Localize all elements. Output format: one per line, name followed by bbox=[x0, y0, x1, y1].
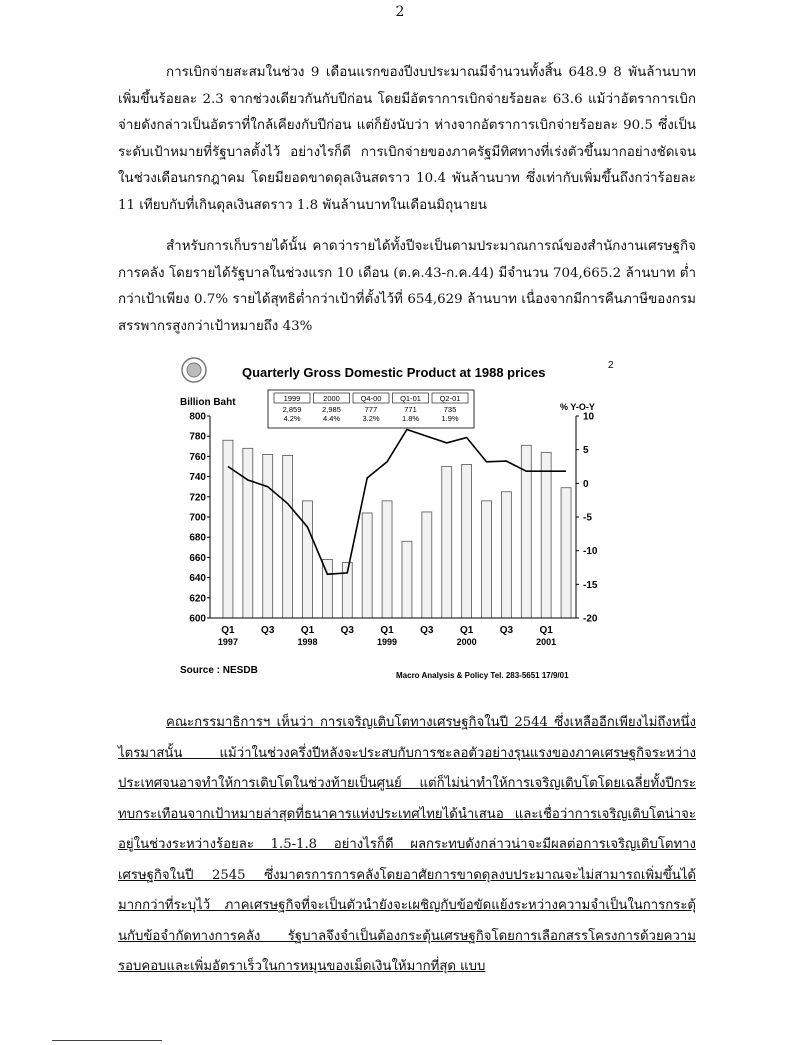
gdp-bar bbox=[462, 464, 472, 618]
gdp-bar bbox=[362, 513, 372, 618]
chart-source: Source : NESDB bbox=[180, 665, 258, 676]
gdp-bar bbox=[442, 467, 452, 619]
footnote-rule bbox=[52, 1040, 162, 1041]
gdp-bar bbox=[243, 448, 253, 618]
chart-number: 2 bbox=[608, 360, 614, 371]
chart-credit: Macro Analysis & Policy Tel. 283-5651 17/9/01 bbox=[396, 671, 569, 680]
paragraph-committee bbox=[118, 708, 696, 983]
x-quarter-label: Q1 bbox=[300, 625, 315, 636]
gdp-chart-svg bbox=[176, 350, 626, 685]
x-year-label: 1997 bbox=[217, 637, 238, 647]
gdp-bar bbox=[422, 512, 432, 618]
gdp-bar bbox=[561, 488, 571, 618]
gdp-chart bbox=[176, 350, 626, 689]
table-value: 2,985 bbox=[322, 405, 341, 414]
gdp-bar bbox=[482, 501, 492, 618]
gdp-bar bbox=[263, 454, 273, 618]
paragraph-revenue bbox=[118, 234, 696, 340]
gdp-bar bbox=[322, 559, 332, 618]
emblem-icon bbox=[182, 358, 206, 382]
left-tick-label: 640 bbox=[189, 573, 206, 585]
left-tick-label: 760 bbox=[189, 451, 206, 463]
table-growth: 4.2% bbox=[283, 414, 301, 423]
table-header: Q1-01 bbox=[400, 394, 421, 403]
chart-title: Quarterly Gross Domestic Product at 1988 prices bbox=[242, 365, 546, 380]
table-growth: 1.8% bbox=[401, 414, 420, 423]
table-value: 771 bbox=[404, 405, 417, 414]
right-tick-label: -20 bbox=[583, 613, 598, 625]
table-header: Q2-01 bbox=[439, 394, 461, 403]
gdp-bar bbox=[501, 492, 511, 618]
x-quarter-label: Q1 bbox=[221, 625, 235, 636]
left-tick-label: 700 bbox=[189, 512, 206, 524]
right-tick-label: 5 bbox=[583, 445, 589, 457]
table-value: 777 bbox=[364, 405, 378, 414]
page-number: 2 bbox=[395, 4, 405, 20]
x-quarter-label: Q3 bbox=[261, 625, 275, 636]
x-year-label: 1998 bbox=[297, 637, 318, 647]
paragraph-committee-text: คณะกรรมาธิการฯ เห็นว่า การเจริญเติบโตทางเศรษฐกิจในปี 2544 ซึ่งเหลืออีกเพียงไม่ถึงหนึ่งไตรมาสนั้น แม้ว่าในช่วงครึ่งปีหลังจะประสบกับการชะลอตัวอย่างรุนแรงของภาคเศรษฐกิจระหว่างประเทศจนอาจทำให้การเติบโตในช่วงท้ายเป็นศูนย์ แต่ก็ไม่น่าทำให้การเจริญเติบโตโดยเฉลี่ยทั้งปีกระทบกระเทือนจากเป้าหมายล่าสุดที่ธนาคารแห่งประเทศไทยได้นำเสนอ และเชื่อว่าการเจริญเติบโตน่าจะอยู่ในช่วงระหว่างร้อยละ 1.5-1.8 อย่างไรก็ดี ผลกระทบดังกล่าวน่าจะมีผลต่อการเจริญเติบโตทางเศรษฐกิจในปี 2545 ซึ่งมาตรการการคลังโดยอาศัยการขาดดุลงบประมาณจะไม่สามารถเพิ่มขึ้นได้มากกว่าที่ระบุไว้ ภาคเศรษฐกิจที่จะเป็นตัวนำยังจะเผชิญกับข้อขัดแย้งระหว่างความจำเป็นในการกระตุ้นกับข้อจำกัดทางการคลัง รัฐบาลจึงจำเป็นต้องกระตุ้นเศรษฐกิจโดยการเลือกสรรโครงการด้วยความรอบคอบและเพิ่มอัตราเร็วในการหมุนของเม็ดเงินให้มากที่สุด แบบ bbox=[118, 715, 696, 974]
left-tick-label: 660 bbox=[189, 552, 206, 564]
x-year-label: 1999 bbox=[377, 637, 398, 647]
table-header: 2000 bbox=[323, 394, 340, 403]
table-header: Q4-00 bbox=[360, 394, 382, 403]
x-quarter-label: Q1 bbox=[380, 625, 394, 636]
left-tick-label: 600 bbox=[189, 613, 206, 625]
x-quarter-label: Q1 bbox=[459, 625, 474, 636]
right-tick-label: -5 bbox=[583, 512, 592, 524]
right-tick-label: -10 bbox=[583, 546, 598, 558]
x-quarter-label: Q3 bbox=[420, 625, 434, 636]
gdp-bar bbox=[382, 501, 392, 618]
left-tick-label: 780 bbox=[189, 431, 206, 443]
left-axis-label: Billion Baht bbox=[180, 397, 236, 408]
left-tick-label: 800 bbox=[189, 411, 206, 423]
left-tick-label: 680 bbox=[189, 532, 206, 544]
left-tick-label: 620 bbox=[189, 593, 206, 605]
x-quarter-label: Q3 bbox=[499, 625, 514, 636]
table-growth: 1.9% bbox=[441, 414, 459, 423]
right-tick-label: 0 bbox=[583, 478, 589, 490]
gdp-bar bbox=[402, 541, 412, 618]
table-value: 735 bbox=[443, 405, 457, 414]
left-tick-label: 720 bbox=[189, 492, 206, 504]
x-quarter-label: Q1 bbox=[539, 625, 553, 636]
x-year-label: 2000 bbox=[456, 637, 477, 647]
gdp-bar bbox=[283, 455, 293, 618]
table-growth: 4.4% bbox=[322, 414, 341, 423]
paragraph-revenue-text: สำหรับการเก็บรายได้นั้น คาดว่ารายได้ทั้งปีจะเป็นตามประมาณการณ์ของสำนักงานเศรษฐกิจการคลัง โดยรายได้รัฐบาลในช่วงแรก 10 เดือน (ต.ค.43-ก.ค.44) มีจำนวน 704,665.2 ล้านบาท ต่ำกว่าเป้าเพียง 0.7% รายได้สุทธิต่ำกว่าเป้าที่ตั้งไว้ที่ 654,629 ล้านบาท เนื่องจากมีการคืนภาษีของกรมสรรพากรสูงกว่าเป้าหมายถึง 43% bbox=[118, 239, 696, 334]
paragraph-disbursement-text: การเบิกจ่ายสะสมในช่วง 9 เดือนแรกของปีงบประมาณมีจำนวนทั้งสิ้น 648.9 8 พันล้านบาท เพิ่มขึ้นร้อยละ 2.3 จากช่วงเดียวกันกับปีก่อน โดยมีอัตราการเบิกจ่ายร้อยละ 63.6 แม้ว่าอัตราการเบิกจ่ายดังกล่าวเป็นอัตราที่ใกล้เคียงกับปีก่อน แต่ก็ยังนับว่า ห่างจากอัตราการเบิกจ่ายร้อยละ 90.5 ซึ่งเป็นระดับเป้าหมายที่รัฐบาลตั้งไว้ อย่างไรก็ดี การเบิกจ่ายของภาครัฐมีทิศทางที่เร่งตัวขึ้นมากอย่างชัดเจน ในช่วงเดือนกรกฎาคม โดยมียอดขาดดุลเงินสดราว 10.4 พันล้านบาท ซึ่งเท่ากับเพิ่มขึ้นถึงกว่าร้อยละ 11 เทียบกับที่เกินดุลเงินสดราว 1.8 พันล้านบาทในเดือนมิถุนายน bbox=[118, 65, 696, 213]
right-tick-label: 10 bbox=[583, 411, 595, 423]
table-growth: 3.2% bbox=[362, 414, 380, 423]
x-quarter-label: Q3 bbox=[340, 625, 354, 636]
gdp-bar bbox=[303, 501, 313, 618]
table-value: 2,859 bbox=[282, 405, 302, 414]
x-year-label: 2001 bbox=[536, 637, 557, 647]
paragraph-disbursement bbox=[118, 60, 696, 219]
right-tick-label: -15 bbox=[583, 579, 598, 591]
gdp-bar bbox=[541, 452, 551, 618]
right-axis-label: % Y-O-Y bbox=[560, 402, 595, 412]
table-header: 1999 bbox=[283, 394, 301, 403]
left-tick-label: 740 bbox=[189, 472, 206, 484]
